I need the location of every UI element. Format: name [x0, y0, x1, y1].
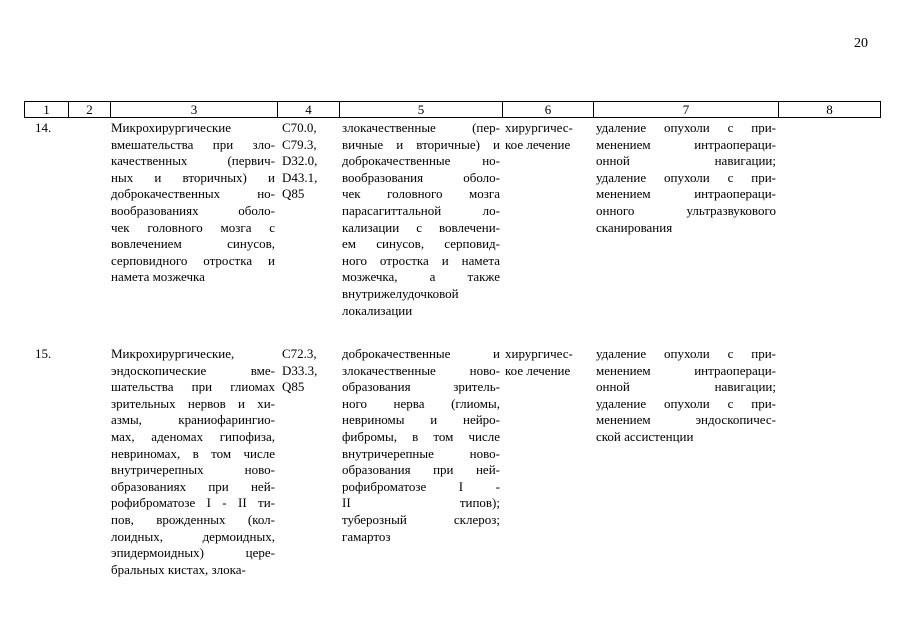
header-col-4: 4	[278, 102, 340, 118]
text-line: доброкачественные но-	[342, 153, 500, 169]
text-line: локализации	[342, 302, 413, 318]
text-line: хирургичес-	[505, 346, 573, 361]
text-line: вовлечением синусов,	[111, 236, 275, 252]
text-line: вичные и вторичные) и	[342, 136, 500, 152]
header-col-7: 7	[594, 102, 779, 118]
text-line: невриномы и нейро-	[342, 412, 500, 428]
text-line: ем синусов, серповид-	[342, 236, 500, 252]
text-line: вообразованиях оболо-	[111, 202, 275, 218]
text-line: шательства при глиомах	[111, 379, 275, 395]
text-line: эндоскопические вме-	[111, 362, 275, 378]
text-line: C72.3,	[282, 346, 317, 361]
text-line: внутричерепных ново-	[111, 462, 275, 478]
treatment-type-cell	[505, 346, 591, 379]
text-line: парасагиттальной ло-	[342, 202, 500, 218]
text-line: серповидного отростка и	[111, 252, 275, 268]
text-line: сканирования	[596, 219, 673, 235]
method-cell	[596, 346, 776, 446]
text-line: бральных кистах, злока-	[111, 561, 246, 577]
row-number: 14.	[35, 120, 52, 135]
table-header	[24, 101, 881, 118]
header-col-5: 5	[340, 102, 503, 118]
text-line: менением эндоскопичес-	[596, 412, 776, 428]
diagnosis-cell	[342, 346, 500, 545]
text-line: доброкачественные и	[342, 346, 500, 361]
text-line: намета мозжечка	[111, 269, 205, 285]
text-line: образования при ней-	[342, 462, 500, 478]
text-line: чек головного мозга	[342, 186, 500, 202]
text-line: доброкачественных но-	[111, 186, 275, 202]
text-line: менением интраопераци-	[596, 186, 776, 202]
row-number: 15.	[35, 346, 52, 361]
text-line: ного отростка и намета	[342, 252, 500, 268]
text-line: менением интраопераци-	[596, 362, 776, 378]
text-line: D33.3,	[282, 362, 318, 378]
text-line: пов, врожденных (кол-	[111, 511, 275, 527]
text-line: рофиброматозе I - II ти-	[111, 495, 275, 511]
text-line: образованиях при ней-	[111, 478, 275, 494]
text-line: D32.0,	[282, 153, 318, 169]
text-line: Q85	[282, 379, 305, 395]
intervention-cell	[111, 120, 275, 286]
text-line: Микрохирургические,	[111, 346, 235, 361]
text-line: рофиброматозе I -	[342, 478, 500, 494]
treatment-type-cell	[505, 120, 591, 153]
text-line: Q85	[282, 186, 305, 202]
text-line: ных и вторичных) и	[111, 169, 275, 185]
header-col-6: 6	[503, 102, 594, 118]
text-line: C70.0,	[282, 120, 317, 135]
text-line: гамартоз	[342, 528, 391, 544]
text-line: мозжечка, а также	[342, 269, 500, 285]
text-line: C79.3,	[282, 136, 317, 152]
text-line: ской ассистенции	[596, 428, 694, 444]
text-line: ного нерва (глиомы,	[342, 395, 500, 411]
text-line: фибромы, в том числе	[342, 428, 500, 444]
text-line: удаление опухоли с при-	[596, 395, 776, 411]
text-line: менением интраопераци-	[596, 136, 776, 152]
text-line: онной навигации;	[596, 153, 776, 169]
text-line: внутричерепные ново-	[342, 445, 500, 461]
text-line: кализации с вовлечени-	[342, 219, 500, 235]
icd-codes-cell	[282, 120, 326, 203]
text-line: невриномах, в том числе	[111, 445, 275, 461]
page-number: 20	[854, 36, 868, 51]
text-line: хирургичес-	[505, 120, 573, 135]
text-line: внутрижелудочковой	[342, 285, 459, 301]
text-line: Микрохирургические	[111, 120, 232, 135]
text-line: качественных (первич-	[111, 153, 275, 169]
text-line: зрительных нервов и хи-	[111, 395, 275, 411]
header-col-8: 8	[779, 102, 881, 118]
header-col-2: 2	[69, 102, 111, 118]
text-line: кое лечение	[505, 136, 571, 152]
text-line: азмы, краниофарингио-	[111, 412, 275, 428]
text-line: кое лечение	[505, 362, 571, 378]
text-line: вмешательства при зло-	[111, 136, 275, 152]
text-line: D43.1,	[282, 169, 318, 185]
diagnosis-cell	[342, 120, 500, 319]
text-line: мах, аденомах гипофиза,	[111, 428, 275, 444]
text-line: онной навигации;	[596, 379, 776, 395]
header-col-3: 3	[111, 102, 278, 118]
text-line: эпидермоидных) цере-	[111, 545, 275, 561]
text-line: лоидных, дермоидных,	[111, 528, 275, 544]
header-col-1: 1	[25, 102, 69, 118]
text-line: удаление опухоли с при-	[596, 120, 776, 135]
text-line: онного ультразвукового	[596, 202, 776, 218]
text-line: туберозный склероз;	[342, 511, 500, 527]
method-cell	[596, 120, 776, 236]
text-line: чек головного мозга с	[111, 219, 275, 235]
text-line: злокачественные ново-	[342, 362, 500, 378]
text-line: удаление опухоли с при-	[596, 346, 776, 361]
text-line: удаление опухоли с при-	[596, 169, 776, 185]
text-line: вообразования оболо-	[342, 169, 500, 185]
text-line: образования зритель-	[342, 379, 500, 395]
icd-codes-cell	[282, 346, 326, 396]
text-line: II типов);	[342, 495, 500, 511]
text-line: злокачественные (пер-	[342, 120, 500, 135]
intervention-cell	[111, 346, 275, 578]
